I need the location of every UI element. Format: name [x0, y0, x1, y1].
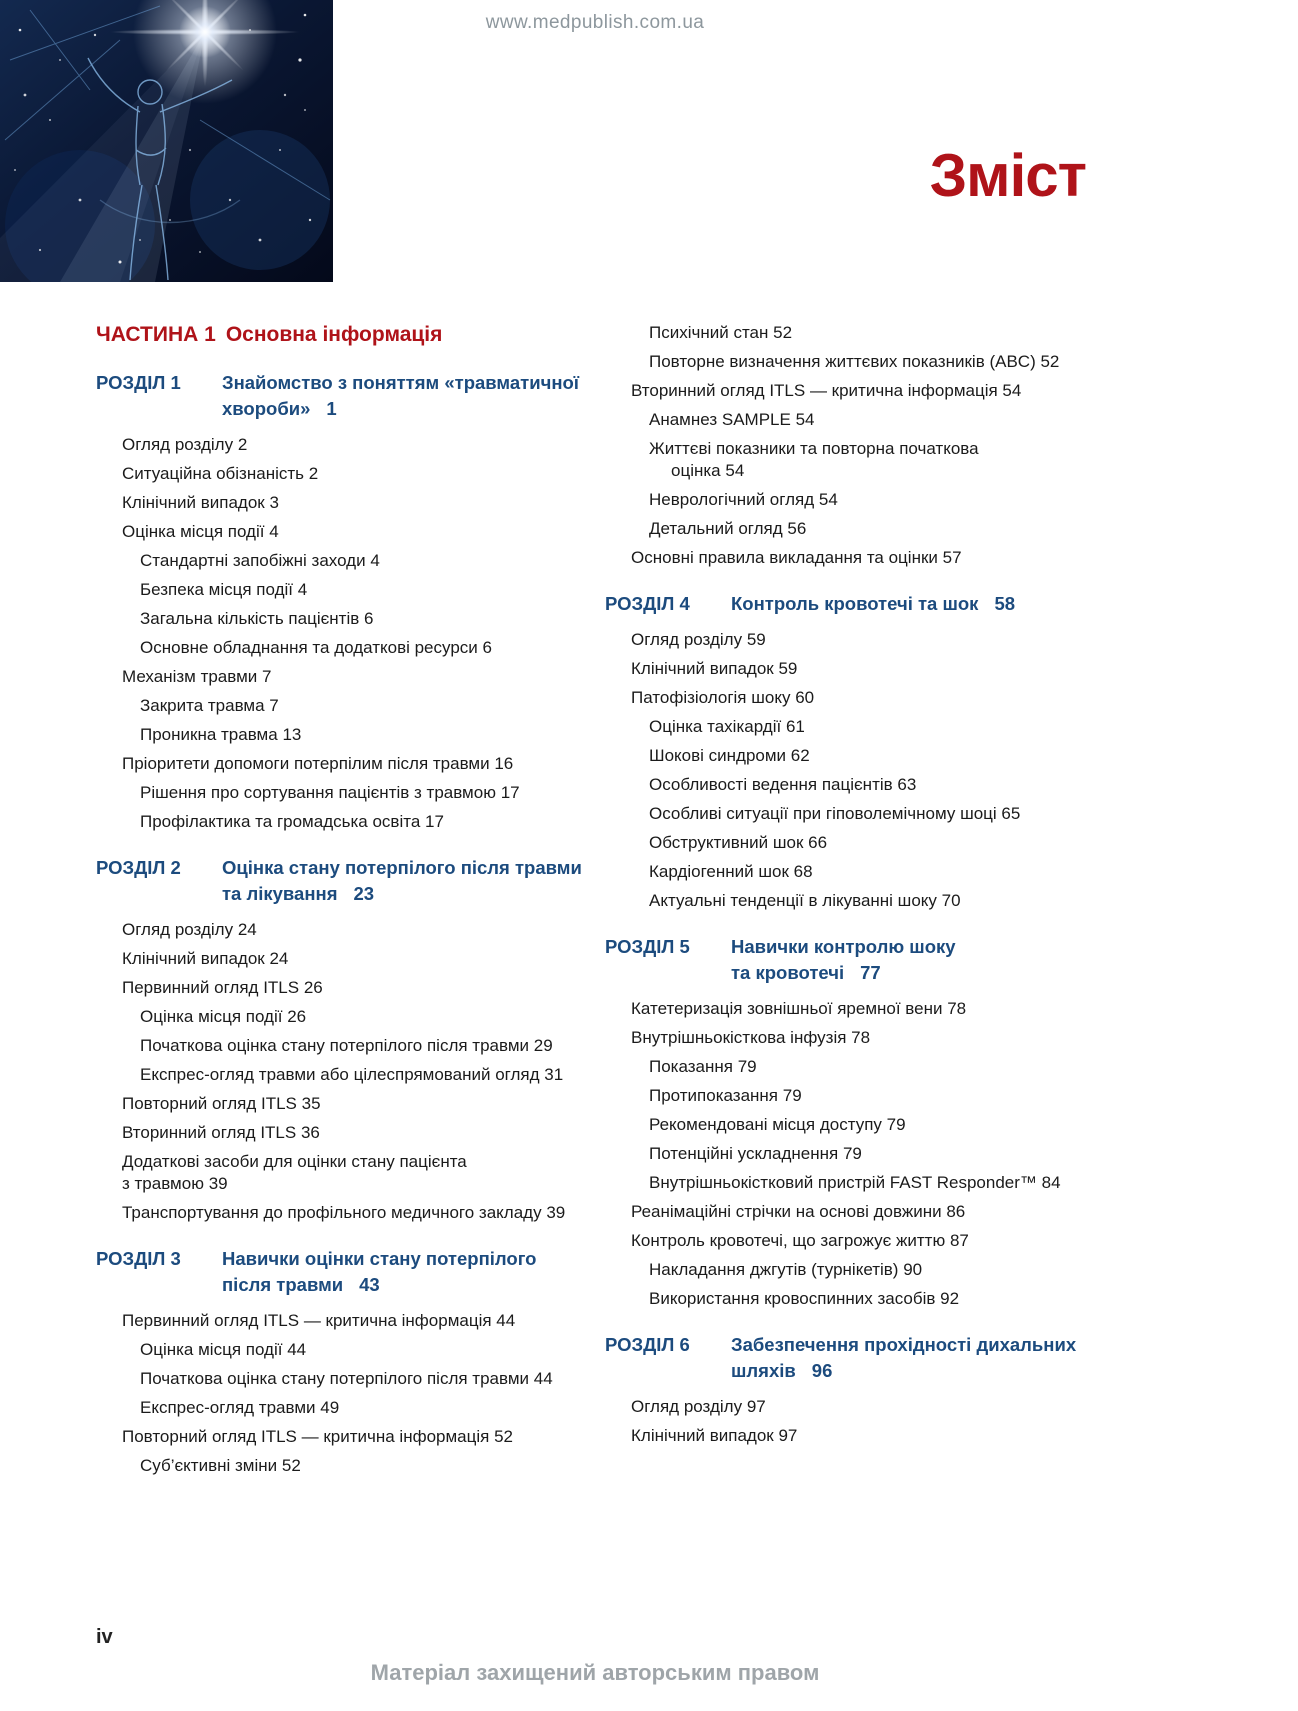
- toc-entry-page: 17: [425, 812, 444, 831]
- chapter-page-number: 1: [326, 398, 337, 419]
- toc-entry-page: 97: [778, 1426, 798, 1445]
- toc-entry-page: 90: [903, 1260, 923, 1279]
- toc-entry: [96, 492, 588, 514]
- toc-entry-text: Внутрішньокістковий пристрій FAST Responder™: [649, 1173, 1037, 1192]
- toc-entry-page: 4: [297, 580, 308, 599]
- toc-entry-text: Стандартні запобіжні заходи: [140, 551, 366, 570]
- chapter-title-block: [731, 591, 1125, 617]
- toc-entry: [605, 1259, 1125, 1281]
- toc-entry: [605, 890, 1125, 912]
- toc-entry: [96, 1397, 588, 1419]
- toc-entry-page: 54: [795, 410, 815, 429]
- toc-entry-text: Огляд розділу: [631, 1397, 743, 1416]
- toc-entry: [605, 716, 1125, 738]
- toc-entry-page: 70: [941, 891, 961, 910]
- toc-entry-text: Експрес-огляд травми: [140, 1398, 316, 1417]
- chapter-title-block: [731, 1332, 1125, 1384]
- toc-entry-text: Пріоритети допомоги потерпілим після травми: [122, 754, 490, 773]
- chapter-title-block: [222, 1246, 588, 1298]
- chapter-title-continuation: хвороби» 1: [222, 398, 337, 419]
- toc-entry: [96, 1151, 588, 1195]
- chapter-page-number: 77: [860, 962, 881, 983]
- toc-entry: [96, 579, 588, 601]
- toc-entry-text: Повторне визначення життєвих показників (ABC): [649, 352, 1036, 371]
- chapter-title-continuation: шляхів 96: [731, 1360, 833, 1381]
- toc-entry: [605, 861, 1125, 883]
- toc-entry-text: Огляд розділу: [122, 920, 234, 939]
- toc-entry: [96, 1035, 588, 1057]
- toc-entry: [96, 1064, 588, 1086]
- chapter-label: РОЗДІЛ 1: [96, 372, 181, 393]
- toc-entry-page: 7: [262, 667, 272, 686]
- toc-entry-page: 66: [808, 833, 828, 852]
- toc-entry-continuation: [671, 460, 1125, 482]
- toc-entry-page: 6: [363, 609, 374, 628]
- chapter-title: Оцінка стану потерпілого після травми: [222, 857, 582, 878]
- toc-entry: [605, 803, 1125, 825]
- toc-entry-text: Показання: [649, 1057, 733, 1076]
- toc-entry-page: 4: [370, 551, 380, 570]
- page-number: iv: [96, 1626, 113, 1648]
- chapter-page-number: 23: [353, 883, 375, 904]
- toc-entry: [96, 521, 588, 543]
- chapter-title: Навички контролю шоку: [731, 936, 956, 957]
- toc-entry-page: 2: [237, 435, 248, 454]
- toc-entry: [605, 1230, 1125, 1252]
- toc-entry-text: Основні правила викладання та оцінки: [631, 548, 938, 567]
- toc-entry-text: Повторний огляд ITLS: [122, 1094, 297, 1113]
- page-title: Зміст: [929, 142, 1086, 209]
- toc-entry: [605, 1027, 1125, 1049]
- toc-entry-page: 54: [1002, 381, 1022, 400]
- toc-entry-text: Психічний стан: [649, 323, 769, 342]
- toc-entry: [605, 518, 1125, 540]
- toc-entry-text: Накладання джгутів (турнікетів): [649, 1260, 899, 1279]
- toc-entry: [605, 322, 1125, 344]
- cover-illustration: [0, 0, 333, 282]
- toc-entry: [605, 1288, 1125, 1310]
- toc-entry-page: 44: [496, 1311, 516, 1330]
- toc-entry-page: 84: [1041, 1173, 1061, 1192]
- toc-entry-continuation: [122, 1173, 588, 1195]
- toc-entry: [96, 1122, 588, 1144]
- toc-entry: [96, 1426, 588, 1448]
- toc-entry-page: 65: [1001, 804, 1021, 823]
- toc-entry-text: Клінічний випадок: [631, 1426, 774, 1445]
- chapter-title-block: [222, 370, 588, 422]
- toc-entry-text: Механізм травми: [122, 667, 258, 686]
- chapter-heading: [96, 1246, 588, 1298]
- toc-entry: [605, 489, 1125, 511]
- toc-entry-page: 31: [544, 1065, 564, 1084]
- toc-entry: [605, 1201, 1125, 1223]
- toc-entry: [96, 1339, 588, 1361]
- toc-entry-text: Клінічний випадок: [122, 949, 265, 968]
- toc-entry-page: 52: [1040, 352, 1060, 371]
- toc-entry-page: 62: [790, 746, 810, 765]
- toc-entry-page: 60: [795, 688, 815, 707]
- toc-entry-text: Особливі ситуації при гіповолемічному шоці: [649, 804, 997, 823]
- toc-entry-text: оцінка: [671, 461, 721, 480]
- toc-entry-text: Повторний огляд ITLS — критична інформація: [122, 1427, 490, 1446]
- toc-entry: [605, 547, 1125, 569]
- toc-entry-page: 52: [281, 1456, 301, 1475]
- chapter-title: Забезпечення прохідності дихальних: [731, 1334, 1077, 1355]
- toc-entry: [96, 724, 588, 746]
- toc-entry-page: 78: [851, 1028, 871, 1047]
- toc-entry-page: 26: [287, 1007, 307, 1026]
- chapter-page-number: 43: [359, 1274, 380, 1295]
- toc-entry-text: Огляд розділу: [122, 435, 234, 454]
- toc-entry-page: 24: [237, 920, 257, 939]
- toc-entry: [605, 351, 1125, 373]
- toc-entry-text: Оцінка тахікардії: [649, 717, 782, 736]
- toc-entry: [605, 658, 1125, 680]
- chapter-title: Знайомство з поняттям «травматичної: [222, 372, 580, 393]
- toc-entry-page: 24: [269, 949, 289, 968]
- toc-entry: [96, 1093, 588, 1115]
- toc-entry-text: Катетеризація зовнішньої яремної вени: [631, 999, 943, 1018]
- site-url: www.medpublish.com.ua: [485, 12, 705, 33]
- toc-entry-text: Транспортування до профільного медичного закладу: [122, 1203, 542, 1222]
- toc-entry-page: 54: [725, 461, 745, 480]
- toc-right-column: [605, 322, 1125, 1454]
- toc-entry: [605, 409, 1125, 431]
- toc-entry-page: 39: [546, 1203, 566, 1222]
- toc-entry-page: 26: [303, 978, 323, 997]
- toc-entry-page: 4: [269, 522, 279, 541]
- toc-entry-page: 3: [269, 493, 279, 512]
- toc-entry-page: 54: [818, 490, 838, 509]
- anatomical-figure-starburst-image: [0, 0, 333, 282]
- toc-entry-text: Профілактика та громадська освіта: [140, 812, 421, 831]
- toc-entry-text: Клінічний випадок: [122, 493, 265, 512]
- toc-entry: [605, 629, 1125, 651]
- toc-entry: [96, 919, 588, 941]
- toc-entry-page: 44: [287, 1340, 307, 1359]
- toc-entry-page: 13: [282, 725, 302, 744]
- toc-entry-page: 79: [737, 1057, 757, 1076]
- chapter-title-continuation: та кровотечі 77: [731, 962, 881, 983]
- part-heading: [96, 322, 588, 348]
- chapter-label: РОЗДІЛ 3: [96, 1248, 181, 1269]
- toc-entry-text: Початкова оцінка стану потерпілого після травми: [140, 1369, 530, 1388]
- toc-entry: [96, 637, 588, 659]
- toc-entry-page: 57: [942, 548, 962, 567]
- toc-entry-text: Використання кровоспинних засобів: [649, 1289, 936, 1308]
- toc-entry-page: 36: [300, 1123, 320, 1142]
- chapter-heading: [96, 370, 588, 422]
- toc-entry-text: Безпека місця події: [140, 580, 294, 599]
- toc-entry-page: 52: [773, 323, 793, 342]
- toc-entry-text: Огляд розділу: [631, 630, 743, 649]
- toc-entry: [605, 687, 1125, 709]
- toc-entry-page: 56: [787, 519, 807, 538]
- chapter-heading: [605, 591, 1125, 617]
- toc-entry-text: Детальний огляд: [649, 519, 783, 538]
- toc-entry-text: Оцінка місця події: [122, 522, 265, 541]
- toc-entry-page: 68: [793, 862, 813, 881]
- toc-entry-page: 44: [533, 1369, 553, 1388]
- toc-entry-text: Оцінка місця події: [140, 1007, 283, 1026]
- toc-entry-page: 35: [301, 1094, 321, 1113]
- toc-entry-page: 6: [482, 638, 492, 657]
- toc-entry: [605, 998, 1125, 1020]
- toc-entry-page: 61: [785, 717, 805, 736]
- toc-entry-page: 79: [842, 1144, 862, 1163]
- copyright-notice: Матеріал захищений авторським правом: [370, 1660, 820, 1685]
- toc-entry-text: з травмою: [122, 1174, 204, 1193]
- toc-entry-text: Протипоказання: [649, 1086, 779, 1105]
- chapter-label: РОЗДІЛ 4: [605, 593, 690, 614]
- chapter-page-number: 58: [994, 593, 1016, 614]
- toc-entry-page: 52: [494, 1427, 514, 1446]
- chapter-title-continuation: та лікування 23: [222, 883, 375, 904]
- toc-entry: [605, 1425, 1125, 1447]
- chapter-title-block: [731, 934, 1125, 986]
- toc-entry-page: 59: [746, 630, 766, 649]
- toc-entry: [96, 977, 588, 999]
- toc-entry: [96, 608, 588, 630]
- chapter-title: Навички оцінки стану потерпілого: [222, 1248, 537, 1269]
- chapter-heading: [96, 855, 588, 907]
- toc-entry: [96, 1455, 588, 1477]
- part-title: Основна інформація: [225, 323, 443, 346]
- toc-entry-page: 2: [308, 464, 319, 483]
- toc-entry-text: Первинний огляд ITLS — критична інформація: [122, 1311, 492, 1330]
- toc-entry-page: 97: [746, 1397, 766, 1416]
- toc-entry-text: Рішення про сортування пацієнтів з травмою: [140, 783, 496, 802]
- toc-entry-text: Первинний огляд ITLS: [122, 978, 300, 997]
- toc-entry: [96, 1310, 588, 1332]
- toc-entry-text: Обструктивний шок: [649, 833, 804, 852]
- toc-entry-text: Шокові синдроми: [649, 746, 787, 765]
- toc-entry-page: 59: [778, 659, 798, 678]
- toc-entry: [96, 753, 588, 775]
- toc-entry-text: Життєві показники та повторна початкова: [649, 439, 979, 458]
- toc-entry-text: Додаткові засоби для оцінки стану пацієнта: [122, 1152, 467, 1171]
- toc-entry: [605, 1056, 1125, 1078]
- chapter-heading: [605, 1332, 1125, 1384]
- toc-entry-page: 39: [208, 1174, 228, 1193]
- toc-entry-page: 79: [886, 1115, 906, 1134]
- toc-entry-text: Вторинний огляд ITLS: [122, 1123, 297, 1142]
- toc-entry: [605, 1172, 1125, 1194]
- toc-entry-text: Закрита травма: [140, 696, 265, 715]
- toc-entry-text: Актуальні тенденції в лікуванні шоку: [649, 891, 937, 910]
- toc-entry-text: Загальна кількість пацієнтів: [140, 609, 360, 628]
- toc-entry-page: 7: [269, 696, 279, 715]
- toc-entry-text: Основне обладнання та додаткові ресурси: [140, 638, 478, 657]
- chapter-title-block: [222, 855, 588, 907]
- toc-entry: [605, 1085, 1125, 1107]
- toc-entry-text: Рекомендовані місця доступу: [649, 1115, 882, 1134]
- toc-entry: [605, 380, 1125, 402]
- toc-left-column: [96, 322, 588, 1484]
- toc-entry: [96, 1202, 588, 1224]
- toc-entry: [96, 434, 588, 456]
- part-label: ЧАСТИНА 1: [96, 323, 216, 346]
- toc-entry: [96, 463, 588, 485]
- toc-entry: [605, 438, 1125, 482]
- toc-entry-text: Внутрішньокісткова інфузія: [631, 1028, 847, 1047]
- toc-entry-text: Суб’єктивні зміни: [140, 1456, 278, 1475]
- chapter-label: РОЗДІЛ 5: [605, 936, 690, 957]
- toc-entry-text: Проникна травма: [140, 725, 278, 744]
- toc-entry-text: Вторинний огляд ITLS — критична інформація: [631, 381, 998, 400]
- toc-entry-text: Неврологічний огляд: [649, 490, 815, 509]
- chapter-label: РОЗДІЛ 6: [605, 1334, 690, 1355]
- chapter-heading: [605, 934, 1125, 986]
- toc-entry-page: 29: [533, 1036, 553, 1055]
- toc-entry-page: 17: [500, 783, 520, 802]
- toc-entry: [96, 948, 588, 970]
- toc-entry-text: Оцінка місця події: [140, 1340, 283, 1359]
- chapter-title-continuation: після травми 43: [222, 1274, 380, 1295]
- toc-entry-page: 63: [897, 775, 917, 794]
- toc-entry-text: Клінічний випадок: [631, 659, 774, 678]
- toc-entry-text: Ситуаційна обізнаність: [122, 464, 305, 483]
- toc-entry-text: Реанімаційні стрічки на основі довжини: [631, 1202, 942, 1221]
- toc-entry-page: 87: [949, 1231, 969, 1250]
- toc-entry: [605, 1114, 1125, 1136]
- chapter-title: Контроль кровотечі та шок 58: [731, 593, 1016, 614]
- toc-entry: [96, 782, 588, 804]
- toc-entry-text: Особливості ведення пацієнтів: [649, 775, 893, 794]
- toc-entry-text: Початкова оцінка стану потерпілого після травми: [140, 1036, 530, 1055]
- toc-entry-page: 16: [494, 754, 514, 773]
- toc-entry: [605, 1143, 1125, 1165]
- toc-entry: [96, 550, 588, 572]
- toc-entry-page: 79: [782, 1086, 802, 1105]
- toc-entry: [605, 745, 1125, 767]
- toc-entry: [96, 666, 588, 688]
- toc-entry-page: 78: [947, 999, 967, 1018]
- toc-entry-text: Анамнез SAMPLE: [649, 410, 791, 429]
- toc-entry-page: 49: [320, 1398, 340, 1417]
- toc-entry-page: 92: [940, 1289, 960, 1308]
- toc-entry-text: Кардіогенний шок: [649, 862, 789, 881]
- toc-entry: [96, 1006, 588, 1028]
- toc-entry-text: Експрес-огляд травми або цілеспрямований огляд: [140, 1065, 540, 1084]
- toc-entry: [96, 1368, 588, 1390]
- toc-entry: [96, 811, 588, 833]
- chapter-label: РОЗДІЛ 2: [96, 857, 181, 878]
- toc-entry-page: 86: [946, 1202, 966, 1221]
- toc-entry-text: Контроль кровотечі, що загрожує життю: [631, 1231, 946, 1250]
- chapter-page-number: 96: [811, 1360, 833, 1381]
- toc-entry-text: Патофізіологія шоку: [631, 688, 791, 707]
- toc-entry: [96, 695, 588, 717]
- toc-entry: [605, 774, 1125, 796]
- toc-entry: [605, 832, 1125, 854]
- toc-entry: [605, 1396, 1125, 1418]
- toc-entry-text: Потенційні ускладнення: [649, 1144, 839, 1163]
